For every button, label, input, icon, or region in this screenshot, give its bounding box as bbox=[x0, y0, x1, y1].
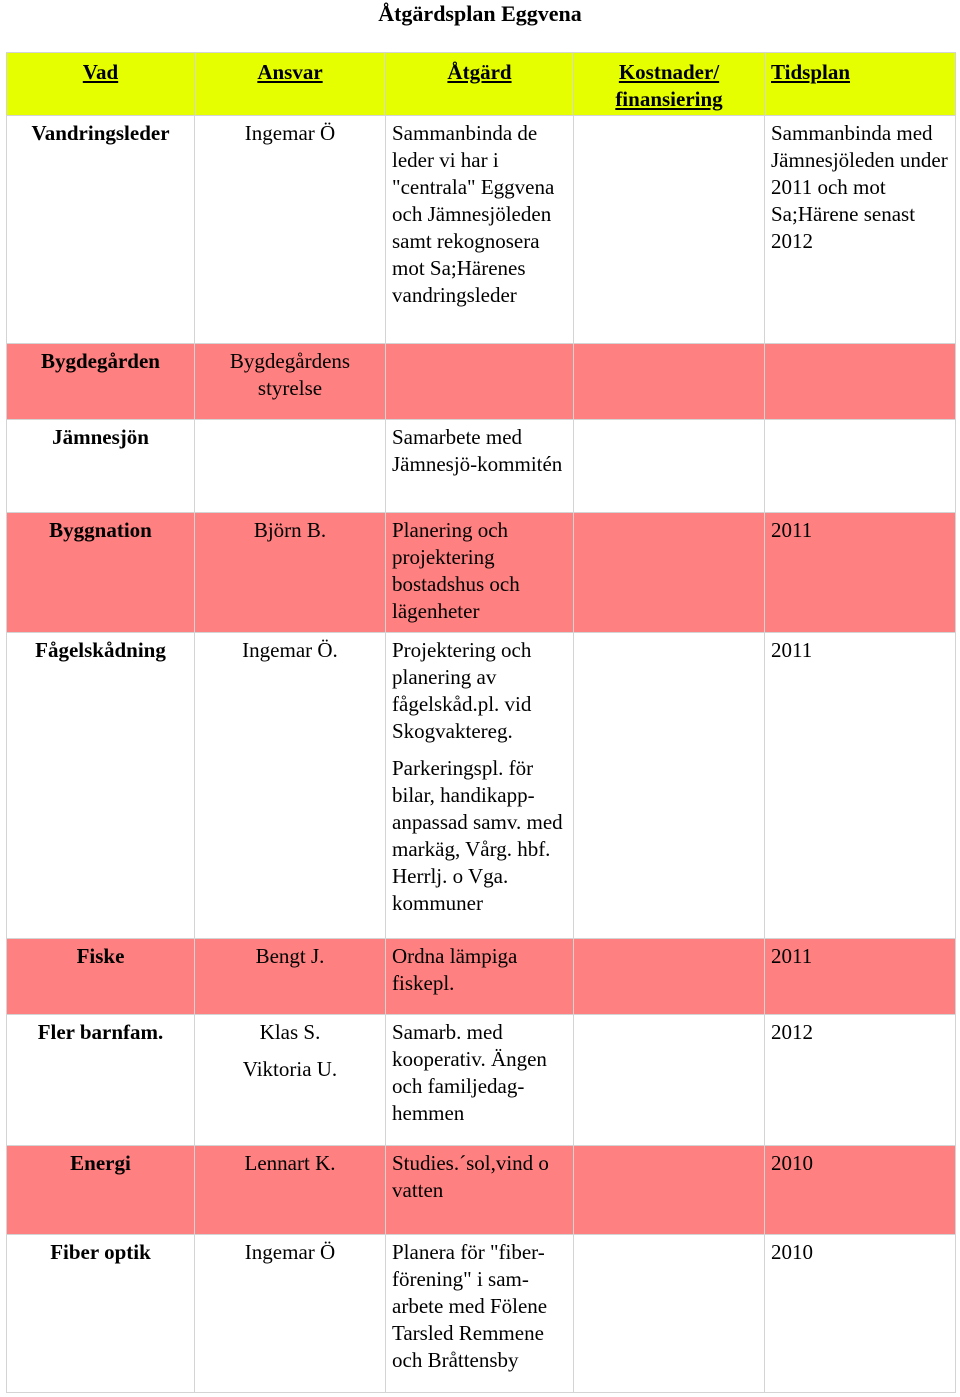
cell-tidsplan: 2010 bbox=[765, 1146, 956, 1235]
cell-atgard bbox=[386, 116, 574, 344]
atgard-text: Planera för "fiber-förening" i sam-arbete med Fölene Tarsled Remmene och Bråttensby bbox=[392, 1240, 548, 1372]
cell-ansvar bbox=[195, 1235, 386, 1393]
atgard-text: Samarbete med Jämnesjö-kommitén bbox=[392, 425, 563, 476]
cell-kostnad bbox=[574, 420, 765, 513]
table-header-row bbox=[7, 53, 956, 116]
cell-vad: Fågelskådning bbox=[7, 633, 195, 939]
atgard-text: Planering och projektering bostadshus och lägenheter bbox=[392, 518, 520, 623]
cell-tidsplan: 2011 bbox=[765, 633, 956, 939]
ansvar-text: Bygdegårdens styrelse bbox=[229, 349, 351, 400]
table-row bbox=[7, 116, 956, 344]
ansvar-text: Klas S. bbox=[259, 1020, 321, 1044]
table-row bbox=[7, 1146, 956, 1235]
ansvar-text: Ingemar Ö. bbox=[242, 638, 338, 662]
cell-vad: Fiber optik bbox=[7, 1235, 195, 1393]
column-header-vad: Vad bbox=[7, 53, 195, 116]
cell-kostnad bbox=[574, 939, 765, 1015]
cell-ansvar bbox=[195, 633, 386, 939]
cell-kostnad bbox=[574, 116, 765, 344]
cell-atgard bbox=[386, 1015, 574, 1146]
cell-vad: Jämnesjön bbox=[7, 420, 195, 513]
cell-kostnad bbox=[574, 1146, 765, 1235]
cell-ansvar bbox=[195, 513, 386, 633]
cell-atgard bbox=[386, 344, 574, 420]
ansvar-text: Viktoria U. bbox=[242, 1057, 338, 1081]
ansvar-text: Ingemar Ö bbox=[244, 121, 336, 145]
ansvar-text: Lennart K. bbox=[244, 1151, 336, 1175]
table-row bbox=[7, 633, 956, 939]
action-plan-table bbox=[6, 52, 956, 1393]
cell-tidsplan bbox=[765, 420, 956, 513]
cell-atgard bbox=[386, 1235, 574, 1393]
table-row bbox=[7, 513, 956, 633]
cell-atgard bbox=[386, 939, 574, 1015]
cell-ansvar bbox=[195, 116, 386, 344]
column-header-atgard: Åtgärd bbox=[386, 53, 574, 116]
cell-vad: Bygdegården bbox=[7, 344, 195, 420]
cell-vad: Byggnation bbox=[7, 513, 195, 633]
cell-ansvar bbox=[195, 344, 386, 420]
atgard-text: Studies.´sol,vind o vatten bbox=[392, 1151, 549, 1202]
cell-tidsplan bbox=[765, 344, 956, 420]
cell-tidsplan: Sammanbinda med Jämnesjöleden under 2011 och mot Sa;Härene senast 2012 bbox=[765, 116, 956, 344]
atgard-text: Samarb. med kooperativ. Ängen och familjedag-hemmen bbox=[392, 1020, 547, 1125]
cell-atgard bbox=[386, 633, 574, 939]
cell-vad: Fiske bbox=[7, 939, 195, 1015]
cell-kostnad bbox=[574, 1015, 765, 1146]
cell-vad: Energi bbox=[7, 1146, 195, 1235]
cell-ansvar bbox=[195, 420, 386, 513]
atgard-text: Parkeringspl. för bilar, handikapp-anpassad samv. med markäg, Vårg. hbf. Herrlj. o Vga. kommuner bbox=[392, 756, 563, 915]
cell-ansvar bbox=[195, 939, 386, 1015]
ansvar-text: Ingemar Ö bbox=[244, 1240, 336, 1264]
table-row bbox=[7, 1235, 956, 1393]
cell-kostnad bbox=[574, 633, 765, 939]
cell-atgard bbox=[386, 420, 574, 513]
cell-ansvar bbox=[195, 1015, 386, 1146]
cell-tidsplan: 2011 bbox=[765, 513, 956, 633]
cell-kostnad bbox=[574, 344, 765, 420]
cell-vad: Fler barnfam. bbox=[7, 1015, 195, 1146]
cell-atgard bbox=[386, 1146, 574, 1235]
cell-ansvar bbox=[195, 1146, 386, 1235]
cell-tidsplan: 2011 bbox=[765, 939, 956, 1015]
atgard-text: Sammanbinda de leder vi har i "centrala" Eggvena och Jämnesjöleden samt rekognosera mot Sa;Härenes vandringsleder bbox=[392, 121, 555, 307]
cell-atgard bbox=[386, 513, 574, 633]
table-row bbox=[7, 1015, 956, 1146]
ansvar-text: Bengt J. bbox=[255, 944, 325, 968]
table-row bbox=[7, 420, 956, 513]
atgard-text: Ordna lämpiga fiskepl. bbox=[392, 944, 518, 995]
document-title: Åtgärdsplan Eggvena bbox=[378, 1, 582, 26]
column-header-tidsplan: Tidsplan bbox=[765, 53, 956, 116]
atgard-text: Projektering och planering av fågelskåd.pl. vid Skogvaktereg. bbox=[392, 638, 532, 743]
table-row bbox=[7, 939, 956, 1015]
table-row bbox=[7, 344, 956, 420]
cell-vad: Vandringsleder bbox=[7, 116, 195, 344]
cell-kostnad bbox=[574, 1235, 765, 1393]
cell-tidsplan: 2010 bbox=[765, 1235, 956, 1393]
cell-tidsplan: 2012 bbox=[765, 1015, 956, 1146]
cell-kostnad bbox=[574, 513, 765, 633]
ansvar-text: Björn B. bbox=[253, 518, 327, 542]
column-header-ansvar: Ansvar bbox=[195, 53, 386, 116]
column-header-kostnader: Kostnader/ finansiering bbox=[574, 53, 765, 116]
